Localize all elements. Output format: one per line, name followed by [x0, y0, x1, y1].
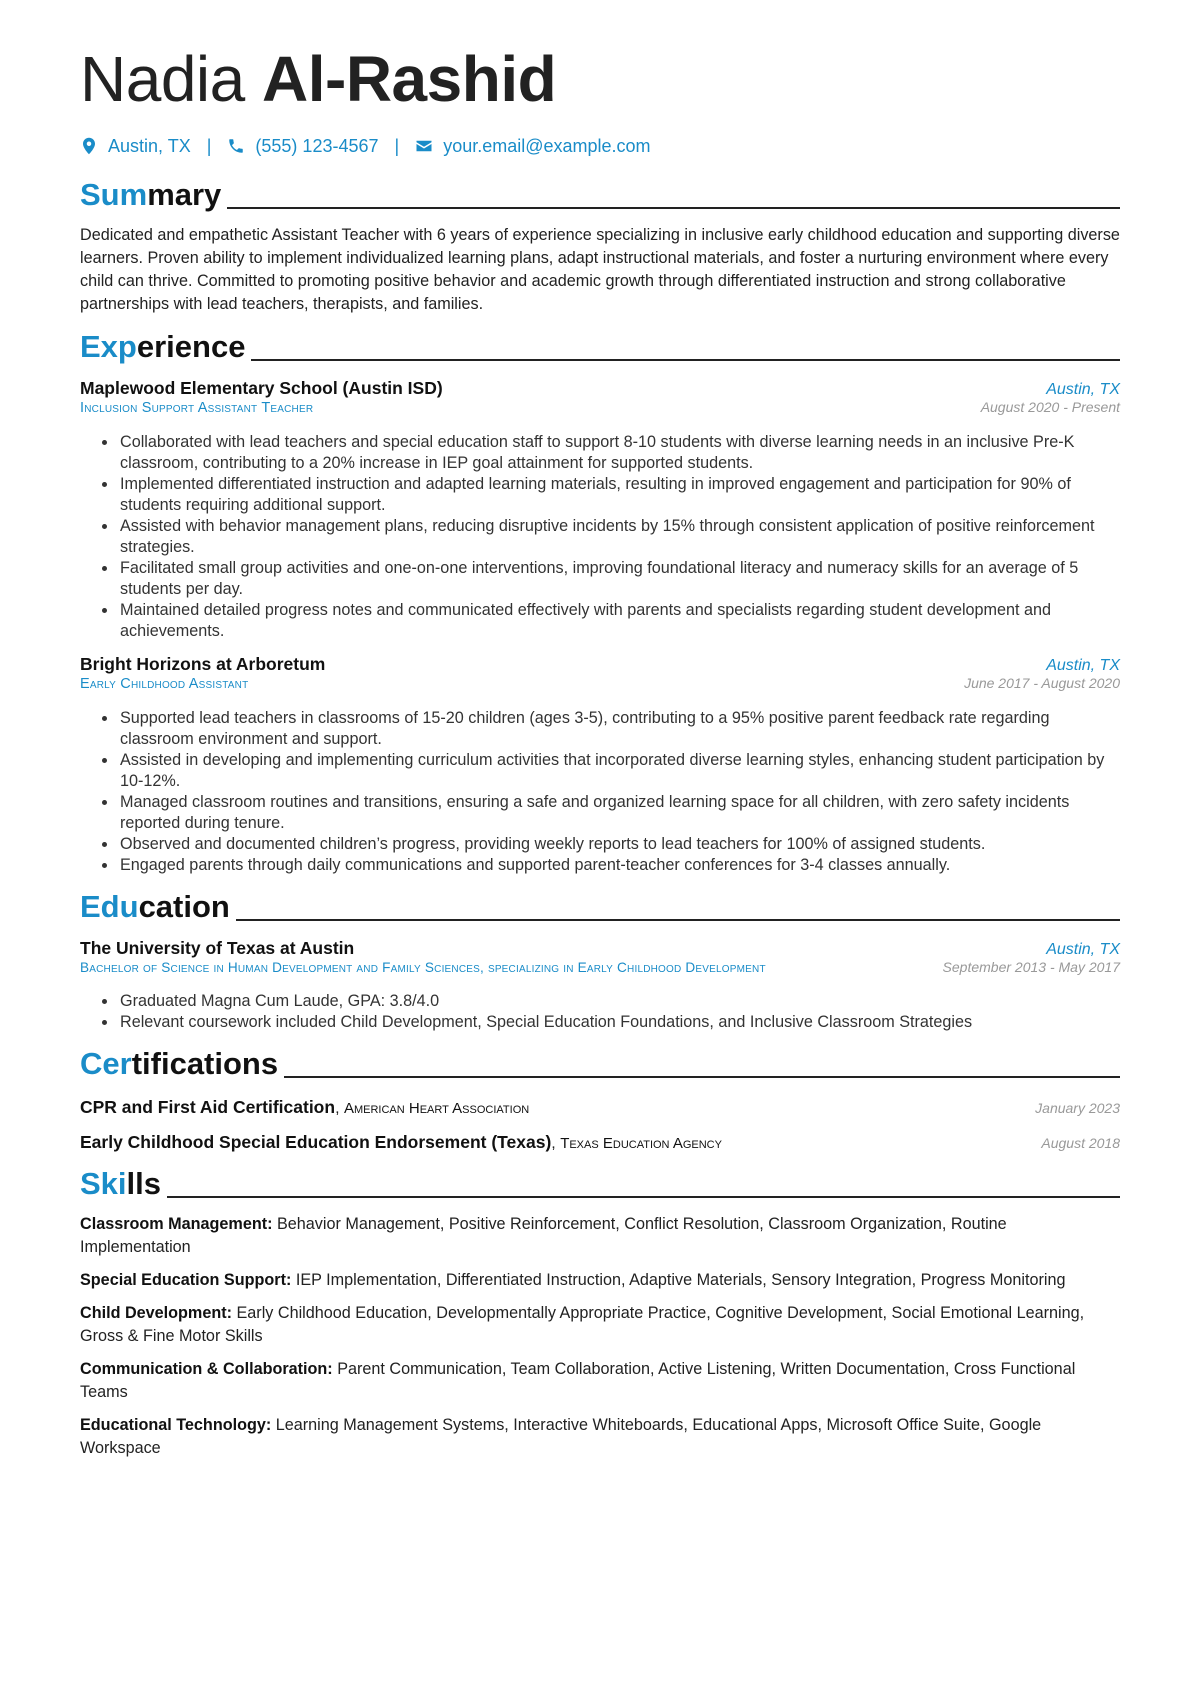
employer-location: Austin, TX — [1046, 381, 1120, 398]
skill-label: Communication & Collaboration: — [80, 1360, 333, 1378]
location-text: Austin, TX — [108, 135, 191, 156]
employer-name: Maplewood Elementary School (Austin ISD) — [80, 378, 443, 398]
job-dates: August 2020 - Present — [980, 399, 1120, 415]
list-item: • Maintained detailed progress notes and communicated effectively with parents and specialists regarding student development and achievements. — [118, 600, 1120, 642]
contact-phone[interactable] — [227, 136, 378, 157]
list-item: • Collaborated with lead teachers and special education staff to support 8-10 students with diverse learning needs in an inclusive Pre-K classroom, contributing to a 20% increase in IEP goal attainment for supported students. — [118, 432, 1120, 474]
skill-group — [80, 1269, 1120, 1292]
skill-items: Early Childhood Education, Developmentally Appropriate Practice, Cognitive Development, Social Emotional Learning, Gross & Fine Motor Skills — [80, 1304, 1085, 1345]
summary-heading: Summary — [80, 174, 1120, 214]
school-location: Austin, TX — [1046, 941, 1120, 958]
skill-group — [80, 1213, 1120, 1259]
contact-separator: | — [206, 135, 212, 156]
list-item: • Assisted in developing and implementing curriculum activities that incorporated diverse learning styles, enhancing student participation by 10-12%. — [118, 750, 1120, 792]
list-item: • Graduated Magna Cum Laude, GPA: 3.8/4.0 — [118, 991, 1120, 1012]
list-item: • Relevant coursework included Child Development, Special Education Foundations, and Inclusive Classroom Strategies — [118, 1012, 1120, 1033]
contact-separator: | — [394, 135, 400, 156]
contact-location — [80, 136, 191, 157]
first-name: Nadia — [80, 43, 245, 115]
skill-group — [80, 1358, 1120, 1404]
employer-location: Austin, TX — [1046, 657, 1120, 674]
job-title: Inclusion Support Assistant Teacher — [80, 400, 314, 416]
resume-page — [80, 40, 1120, 1460]
skill-group — [80, 1414, 1120, 1460]
school-name: The University of Texas at Austin — [80, 938, 355, 958]
certification-name: CPR and First Aid Certification — [80, 1097, 336, 1117]
summary-text: Dedicated and empathetic Assistant Teacher with 6 years of experience specializing in inclusive early childhood education and supporting diverse learners. Proven ability to implement individualized learning plans, adapt instructional materials, and foster a nurturing environment where every child can thrive. Committed to promoting positive behavior and academic growth through differentiated instruction and strong collaborative partnerships with lead teachers, therapists, and families. — [80, 226, 1120, 313]
email-link[interactable]: your.email@example.com — [443, 135, 651, 156]
certification-date: January 2023 — [1035, 1100, 1120, 1116]
list-item: • Engaged parents through daily communications and supported parent-teacher conferences for 3-4 classes annually. — [118, 855, 1120, 876]
contact-email[interactable] — [415, 136, 650, 157]
skill-label: Special Education Support: — [80, 1271, 292, 1289]
experience-entry — [80, 654, 1120, 876]
bullet-list — [80, 991, 1120, 1033]
last-name: Al-Rashid — [262, 43, 557, 115]
section-rule — [236, 919, 1120, 921]
skill-label: Child Development: — [80, 1304, 232, 1322]
section-rule — [167, 1196, 1120, 1198]
experience-entry — [80, 378, 1120, 642]
certifications-heading: Certifications — [80, 1043, 1120, 1083]
skills-heading: Skills — [80, 1163, 1120, 1203]
job-title: Early Childhood Assistant — [80, 676, 249, 692]
certification-issuer: American Heart Association — [343, 1100, 530, 1117]
skill-items: Parent Communication, Team Collaboration, Active Listening, Written Documentation, Cross Functional Teams — [80, 1360, 1076, 1401]
skill-items: Behavior Management, Positive Reinforcement, Conflict Resolution, Classroom Organization, Routine Implementation — [80, 1215, 1007, 1256]
certification-item: CPR and First Aid Certification, American Heart Association January 2023 — [80, 1097, 1120, 1117]
degree: Bachelor of Science in Human Development and Family Sciences, specializing in Early Childhood Development — [80, 960, 766, 975]
bullet-list — [80, 708, 1120, 876]
skill-items: IEP Implementation, Differentiated Instruction, Adaptive Materials, Sensory Integration, Progress Monitoring — [295, 1271, 1066, 1289]
envelope-icon — [415, 137, 433, 155]
skill-items: Learning Management Systems, Interactive Whiteboards, Educational Apps, Microsoft Office Suite, Google Workspace — [80, 1416, 1042, 1457]
certification-name: Early Childhood Special Education Endorsement (Texas) — [80, 1132, 552, 1152]
education-dates: September 2013 - May 2017 — [942, 959, 1120, 975]
phone-icon — [227, 137, 245, 155]
certification-date: August 2018 — [1041, 1135, 1120, 1151]
phone-text: (555) 123-4567 — [255, 135, 379, 156]
list-item: • Implemented differentiated instruction and adapted learning materials, resulting in improved engagement and participation for 90% of students requiring additional support. — [118, 474, 1120, 516]
list-item: • Assisted with behavior management plans, reducing disruptive incidents by 15% through consistent application of positive reinforcement strategies. — [118, 516, 1120, 558]
experience-heading: Experience — [80, 326, 1120, 366]
section-rule — [227, 207, 1120, 209]
section-rule — [251, 359, 1120, 361]
list-item: • Supported lead teachers in classrooms of 15-20 children (ages 3-5), contributing to a 95% positive parent feedback rate regarding classroom environment and support. — [118, 708, 1120, 750]
candidate-name — [80, 40, 1120, 118]
location-pin-icon — [80, 137, 98, 155]
list-item: • Observed and documented children’s progress, providing weekly reports to lead teachers for 100% of assigned students. — [118, 834, 1120, 855]
bullet-list — [80, 432, 1120, 642]
education-heading: Education — [80, 886, 1120, 926]
list-item: • Facilitated small group activities and one-on-one interventions, improving foundational literacy and numeracy skills for an average of 5 students per day. — [118, 558, 1120, 600]
education-entry — [80, 938, 1120, 1033]
list-item: • Managed classroom routines and transitions, ensuring a safe and organized learning space for all children, with zero safety incidents reported during tenure. — [118, 792, 1120, 834]
skill-label: Educational Technology: — [80, 1416, 272, 1434]
contact-bar — [80, 132, 1120, 160]
skill-group — [80, 1302, 1120, 1348]
certification-issuer: Texas Education Agency — [560, 1135, 722, 1152]
employer-name: Bright Horizons at Arboretum — [80, 654, 326, 674]
job-dates: June 2017 - August 2020 — [964, 675, 1120, 691]
skill-label: Classroom Management: — [80, 1215, 273, 1233]
certification-item: Early Childhood Special Education Endorsement (Texas), Texas Education Agency August 2018 — [80, 1132, 1120, 1152]
section-rule — [284, 1076, 1120, 1078]
